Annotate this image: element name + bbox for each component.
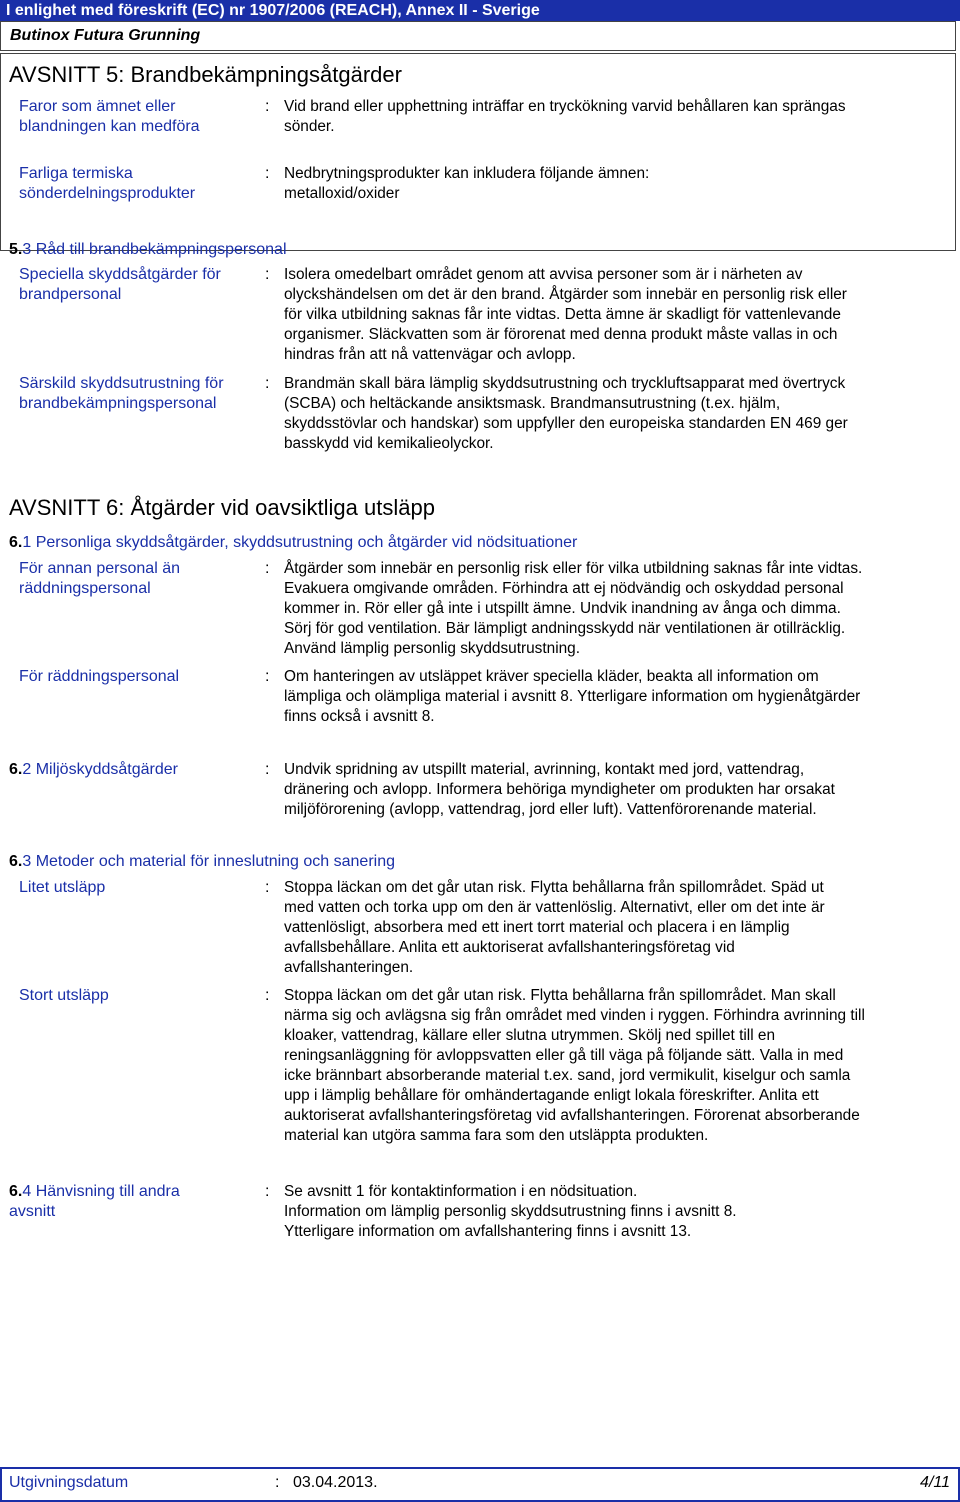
text-sarskild-skyddsutrustning: Brandmän skall bära lämplig skyddsutrustning och tryckluftsapparat med övertryck (SCBA) och heltäckande ansiktsmask. Brandmansutrustning (t.ex. hjälm, skyddsstövlar och handskar) som uppfyller den europeiska standarden EN 469 ger basskydd vid kemikalieolyckor.	[284, 375, 848, 452]
label-stort-utslapp: Stort utsläpp	[19, 987, 109, 1004]
label-speciella-skyddsatgarder: Speciella skyddsåtgärder för brandpersonal	[19, 266, 221, 303]
colon: :	[265, 987, 270, 1004]
colon: :	[265, 560, 270, 577]
colon: :	[265, 266, 270, 283]
subsection-6-2-title: 6.2 Miljöskyddsåtgärder	[9, 761, 178, 778]
colon: :	[265, 879, 270, 896]
text-faror: Vid brand eller upphettning inträffar en tryckökning varvid behållaren kan sprängas sönder.	[284, 98, 846, 135]
regulation-header: I enlighet med föreskrift (EC) nr 1907/2006 (REACH), Annex II - Sverige	[0, 0, 960, 21]
text-litet-utslapp: Stoppa läckan om det går utan risk. Flytta behållarna från spillområdet. Späd ut med vatten och torka upp om den är vattenlöslig. Alternativt, eller om det inte är vattenlösligt, absorbera med ett inert torrt material och placera i en lämplig avfallsbehållare. Anlita ett auktoriserat avfallshanteringsföretag vid avfallshanteringen.	[284, 879, 825, 976]
colon: :	[265, 668, 270, 685]
subsection-5-3-title: 5.3 Råd till brandbekämpningspersonal	[9, 241, 287, 258]
text-annan-personal: Åtgärder som innebär en personlig risk eller för vilka utbildning saknas får inte vidtas. Evakuera omgivande områden. Förhindra att ej nödvändig och oskyddad personal kommer in. Rör eller gå inte i utspillt ämne. Undvik inandning av ånga och dimma. Sörj för god ventilation. Bär lämpligt andningsskydd när ventilationen är otillräcklig. Använd lämplig personlig skyddsutrustning.	[284, 560, 863, 657]
subsection-6-4-title: 6.4 Hänvisning till andra avsnitt	[9, 1183, 180, 1220]
label-faror: Faror som ämnet eller blandningen kan medföra	[19, 98, 200, 135]
label-farliga-termiska: Farliga termiska sönderdelningsprodukter	[19, 165, 196, 202]
label-litet-utslapp: Litet utsläpp	[19, 879, 106, 896]
colon: :	[265, 1183, 270, 1200]
label-annan-personal: För annan personal än räddningspersonal	[19, 560, 180, 597]
label-raddningspersonal: För räddningspersonal	[19, 668, 180, 685]
text-speciella-skyddsatgarder: Isolera omedelbart området genom att avvisa personer som är i närheten av olyckshändelsen om det är den brand. Åtgärder som innebär en personlig risk eller för vilka utbildning saknas får inte vidtas. Detta ämne är skadligt för vattenlevande organismer. Släckvatten som är förorenat med denna produkt måste vallas in och hindras från att nå vattenvägar och avlopp.	[284, 266, 847, 363]
section-6-title: AVSNITT 6: Åtgärder vid oavsiktliga utsläpp	[9, 495, 435, 520]
colon: :	[265, 98, 270, 115]
product-name: Butinox Futura Grunning	[0, 21, 956, 51]
subsection-6-3-title: 6.3 Metoder och material för inneslutning och sanering	[9, 853, 395, 870]
text-raddningspersonal: Om hanteringen av utsläppet kräver speciella kläder, beakta all information om lämpliga och olämpliga material i avsnitt 8. Ytterligare information om hygienåtgärder finns också i avsnitt 8.	[284, 668, 861, 725]
text-miljoskydd: Undvik spridning av utspillt material, avrinning, kontakt med jord, vattendrag, dränering och avlopp. Informera behöriga myndigheter om produkten har orsakat miljöförorening (avlopp, vattendrag, jord eller luft). Vattenförorenande material.	[284, 761, 835, 818]
footer-date: 03.04.2013.	[293, 1474, 378, 1491]
text-farliga-termiska: Nedbrytningsprodukter kan inkludera följande ämnen: metalloxid/oxider	[284, 165, 650, 202]
page-number: 4/11	[920, 1474, 950, 1491]
label-sarskild-skyddsutrustning: Särskild skyddsutrustning för brandbekämpningspersonal	[19, 375, 224, 412]
section-5-title: AVSNITT 5: Brandbekämpningsåtgärder	[9, 62, 402, 87]
subsection-6-1-title: 6.1 Personliga skyddsåtgärder, skyddsutrustning och åtgärder vid nödsituationer	[9, 534, 578, 551]
footer-colon: :	[275, 1474, 280, 1491]
colon: :	[265, 375, 270, 392]
text-hanvisning: Se avsnitt 1 för kontaktinformation i en nödsituation. Information om lämplig personlig skyddsutrustning finns i avsnitt 8. Ytterligare information om avfallshantering finns i avsnitt 13.	[284, 1183, 737, 1240]
text-stort-utslapp: Stoppa läckan om det går utan risk. Flytta behållarna från spillområdet. Man skall närma sig och avlägsna sig från området med vinden i ryggen. Förhindra avrinning till kloaker, vattendrag, källare eller slutna utrymmen. Skölj ned spillet till en reningsanläggning för avloppsvatten eller gå till väga på följande sätt. Valla in med icke brännbart absorberande material t.ex. sand, jord vermikulit, kiselgur och samla upp i lämplig behållare för omhändertagande enligt lokala föreskrifter. Anlita ett auktoriserat avfallshanteringsföretag vid avfallshanteringen. Förorenat absorberande material kan utgöra samma fara som den utsläppta produkten.	[284, 987, 865, 1144]
footer	[0, 1467, 960, 1502]
footer-date-label: Utgivningsdatum	[9, 1474, 129, 1491]
colon: :	[265, 761, 270, 778]
colon: :	[265, 165, 270, 182]
